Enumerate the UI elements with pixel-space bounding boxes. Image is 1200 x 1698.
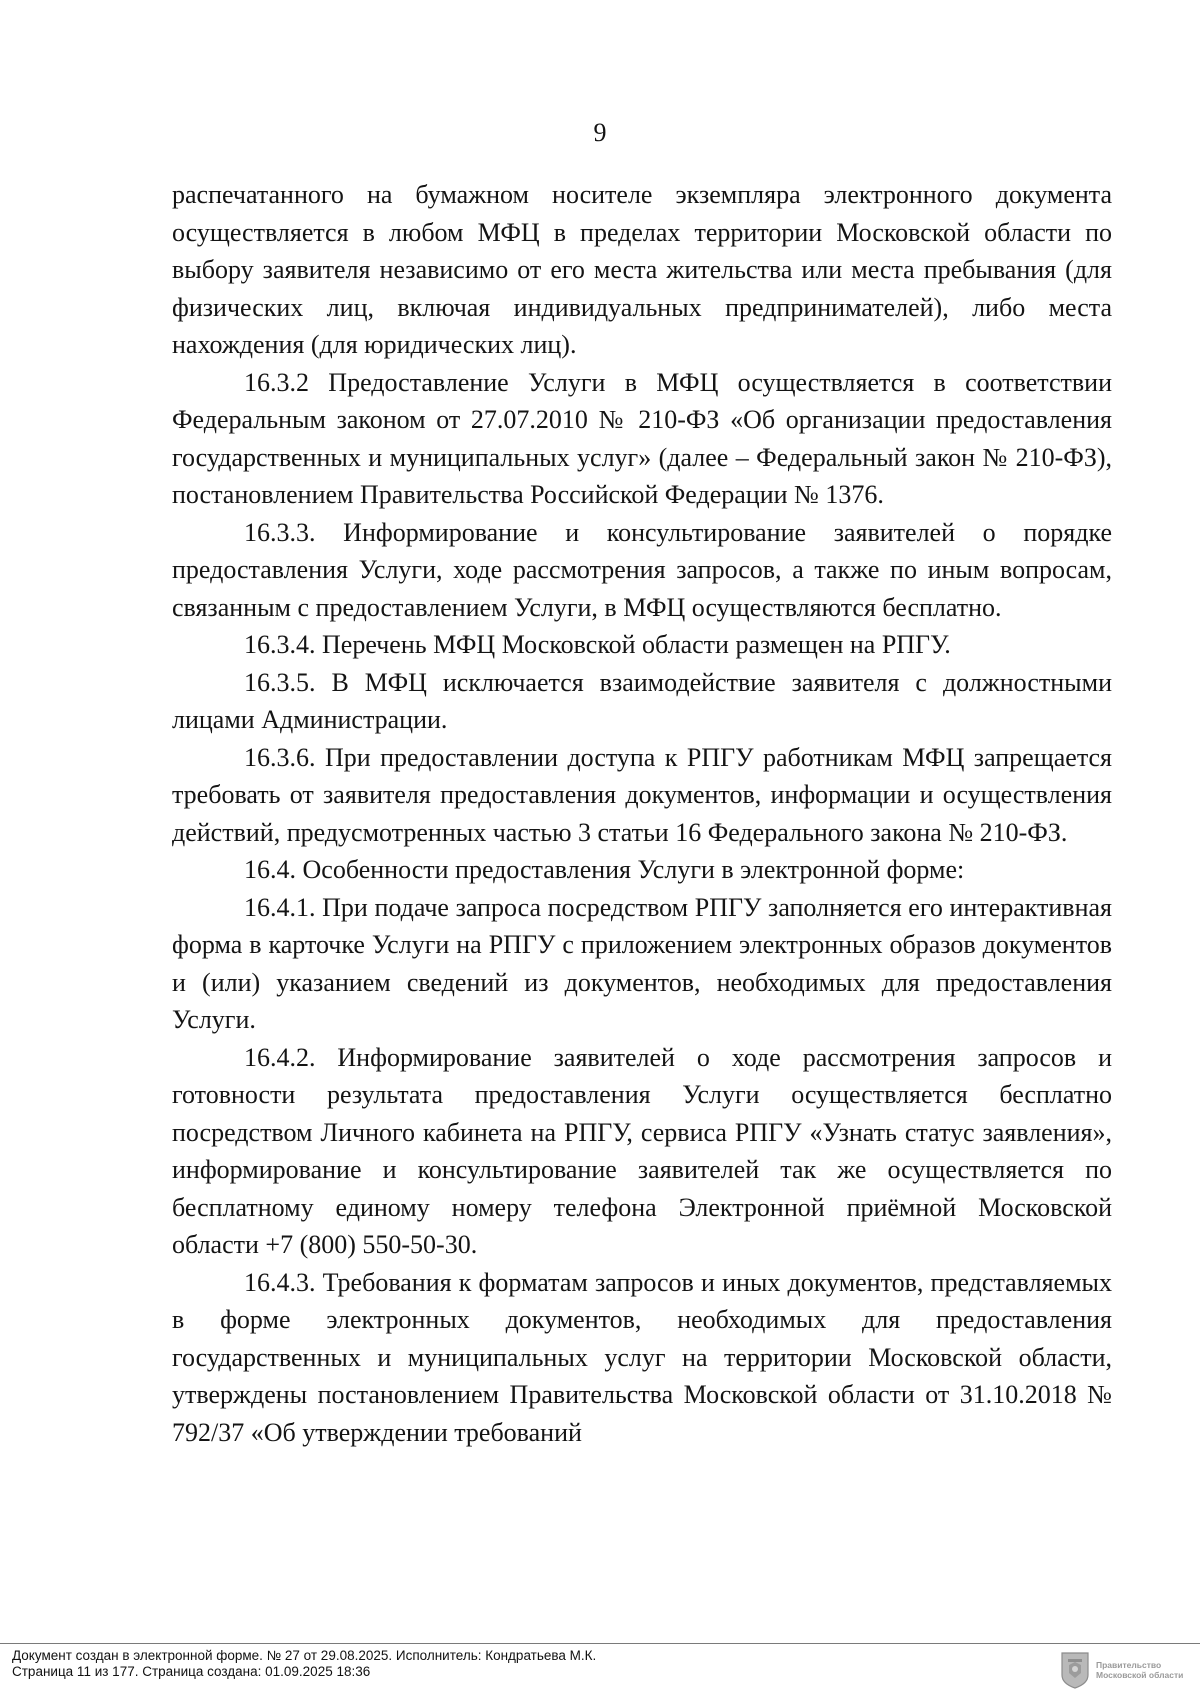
moscow-region-emblem-icon [1060, 1651, 1090, 1689]
footer-document-info: Документ создан в электронной форме. № 27 от 29.08.2025. Исполнитель: Кондратьева М.К. [12, 1648, 597, 1663]
paragraph: распечатанного на бумажном носителе экземпляра электронного документа осуществляется в любом МФЦ в пределах территории Московской области по выбору заявителя независимо от его места жительства или места пребывания (для физических лиц, включая индивидуальных предпринимателей), либо места нахождения (для юридических лиц). [172, 180, 1112, 359]
paragraph: 16.3.5. В МФЦ исключается взаимодействие заявителя с должностными лицами Администрации. [172, 667, 1112, 734]
paragraph: 16.4.2. Информирование заявителей о ходе рассмотрения запросов и готовности результата предоставления Услуги осуществляется бесплатно посредством Личного кабинета на РПГУ, сервиса РПГУ «Узнать статус заявления», информирование и консультирование заявителей так же осуществляется по бесплатному единому номеру телефона Электронной приёмной Московской области +7 (800) 550-50-30. [172, 1042, 1112, 1259]
footer-divider [0, 1643, 1200, 1644]
paragraph: 16.4.1. При подаче запроса посредством РПГУ заполняется его интерактивная форма в карточке Услуги на РПГУ с приложением электронных образов документов и (или) указанием сведений из документов, необходимых для предоставления Услуги. [172, 892, 1112, 1034]
document-body [172, 176, 1112, 1451]
paragraph: 16.3.6. При предоставлении доступа к РПГУ работникам МФЦ запрещается требовать от заявителя предоставления документов, информации и осуществления действий, предусмотренных частью 3 статьи 16 Федерального закона № 210-ФЗ. [172, 742, 1112, 847]
paragraph: 16.3.3. Информирование и консультирование заявителей о порядке предоставления Услуги, ходе рассмотрения запросов, а также по иным вопросам, связанным с предоставлением Услуги, в МФЦ осуществляются бесплатно. [172, 517, 1112, 622]
logo-caption-line: Правительство [1096, 1660, 1162, 1670]
paragraph: 16.4.3. Требования к форматам запросов и иных документов, представляемых в форме электронных документов, необходимых для предоставления государственных и муниципальных услуг на территории Московской области, утверждены постановлением Правительства Московской области от 31.10.2018 № 792/37 «Об утверждении требований [172, 1267, 1112, 1447]
paragraph: 16.4. Особенности предоставления Услуги в электронной форме: [244, 855, 965, 884]
paragraph: 16.3.4. Перечень МФЦ Московской области размещен на РПГУ. [244, 630, 951, 659]
document-footer [12, 1648, 596, 1680]
logo-caption-line: Московской области [1096, 1670, 1184, 1680]
footer-page-info: Страница 11 из 177. Страница создана: 01.09.2025 18:36 [12, 1664, 371, 1679]
paragraph: 16.3.2 Предоставление Услуги в МФЦ осуществляется в соответствии Федеральным законом от 27.07.2010 № 210-ФЗ «Об организации предоставления государственных и муниципальных услуг» (далее – Федеральный закон № 210-ФЗ), постановлением Правительства Российской Федерации № 1376. [172, 367, 1112, 509]
logo-caption [1096, 1660, 1183, 1680]
page-number: 9 [593, 118, 607, 147]
government-logo [1060, 1650, 1190, 1690]
